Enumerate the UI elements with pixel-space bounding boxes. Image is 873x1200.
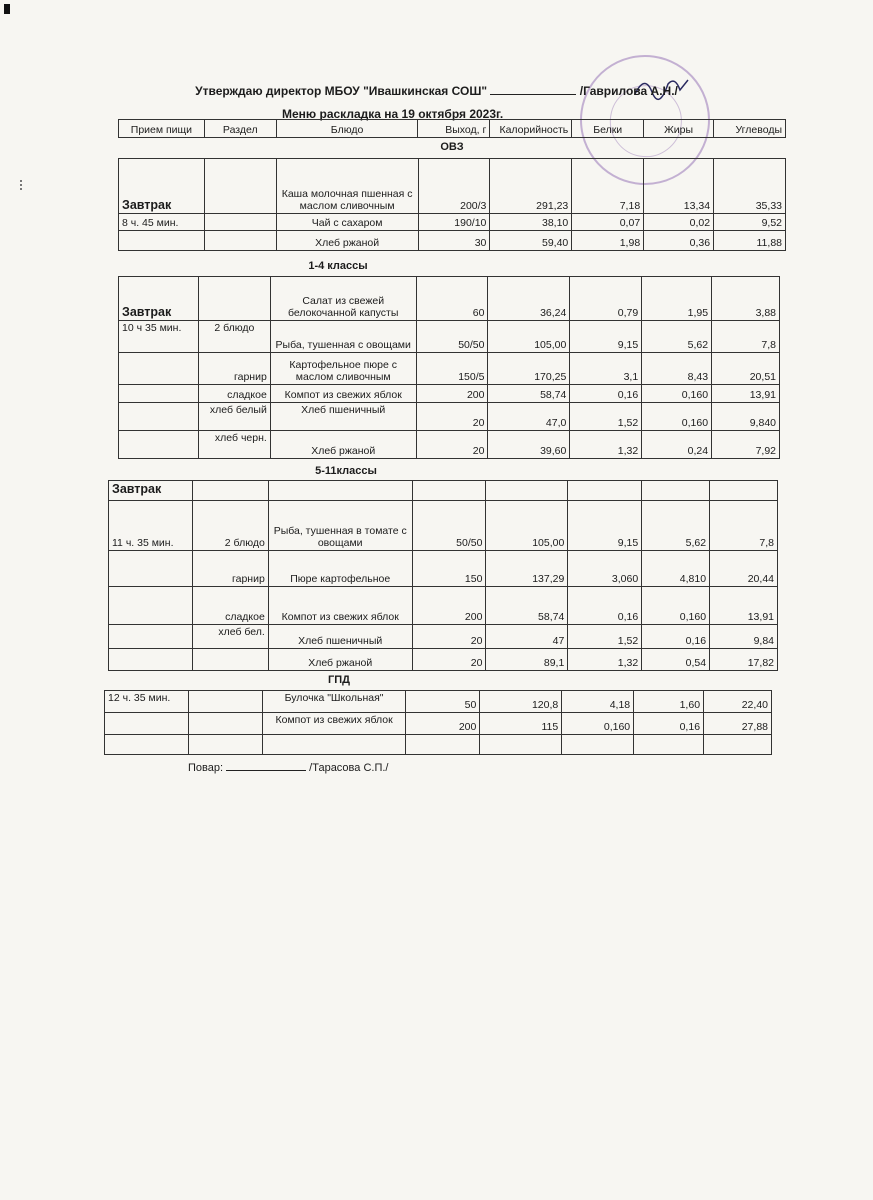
calories-cell: 105,00 [486, 501, 568, 551]
dish-cell: Салат из свежей белокочанной капусты [270, 277, 416, 321]
output-cell: 30 [418, 231, 490, 251]
table-row [109, 551, 778, 587]
dish-cell: Каша молочная пшенная с маслом сливочным [276, 159, 418, 214]
output-cell: 190/10 [418, 214, 490, 231]
meal-cell: Завтрак [119, 277, 199, 321]
carbs-cell: 7,8 [712, 321, 780, 353]
fat-cell: 0,36 [644, 231, 714, 251]
calories-cell: 36,24 [488, 277, 570, 321]
carbs-cell: 20,51 [712, 353, 780, 385]
section-cell: 2 блюдо [192, 501, 268, 551]
approval-line [0, 84, 873, 98]
col-fat: Жиры [644, 120, 714, 138]
table-row [105, 691, 772, 713]
col-meal: Прием пищи [119, 120, 205, 138]
carbs-cell: 22,40 [704, 691, 772, 713]
table-row [109, 587, 778, 625]
dish-cell: Пюре картофельное [268, 551, 412, 587]
carbs-cell: 13,91 [712, 385, 780, 403]
dish-cell: Компот из свежих яблок [262, 713, 406, 735]
table-row [105, 735, 772, 755]
carbs-cell: 13,91 [710, 587, 778, 625]
table-row [105, 713, 772, 735]
section-cell: хлеб белый [198, 403, 270, 431]
director-name: /Гаврилова А.Н./ [579, 84, 678, 98]
table-row [119, 431, 780, 459]
table-row [109, 649, 778, 671]
carbs-cell: 9,52 [714, 214, 786, 231]
fat-cell: 8,43 [642, 353, 712, 385]
carbs-cell: 7,8 [710, 501, 778, 551]
carbs-cell: 17,82 [710, 649, 778, 671]
protein-cell: 0,16 [568, 587, 642, 625]
protein-cell: 1,32 [568, 649, 642, 671]
calories-cell: 105,00 [488, 321, 570, 353]
dish-cell: Рыба, тушенная с овощами [270, 321, 416, 353]
protein-cell: 1,52 [570, 403, 642, 431]
output-cell: 200 [406, 713, 480, 735]
dish-cell: Компот из свежих яблок [268, 587, 412, 625]
grades-1-4-table [118, 276, 780, 459]
section-title-5-11: 5-11классы [315, 465, 377, 477]
section-cell: хлеб бел. [192, 625, 268, 649]
dish-cell: Булочка "Школьная" [262, 691, 406, 713]
table-row [109, 625, 778, 649]
dish-cell: Хлеб пшеничный [268, 625, 412, 649]
table-row [109, 481, 778, 501]
protein-cell: 9,15 [570, 321, 642, 353]
output-cell: 150/5 [416, 353, 488, 385]
time-cell: 12 ч. 35 мин. [105, 691, 189, 713]
signature-line [490, 84, 576, 95]
fat-cell: 1,95 [642, 277, 712, 321]
calories-cell: 58,74 [488, 385, 570, 403]
carbs-cell: 11,88 [714, 231, 786, 251]
carbs-cell: 3,88 [712, 277, 780, 321]
section-cell: 2 блюдо [198, 321, 270, 353]
output-cell: 20 [416, 403, 488, 431]
col-output: Выход, г [418, 120, 490, 138]
protein-cell: 0,79 [570, 277, 642, 321]
output-cell: 20 [416, 431, 488, 459]
table-row [119, 231, 786, 251]
gpd-table [104, 690, 772, 755]
carbs-cell: 9,84 [710, 625, 778, 649]
grades-5-11-table [108, 480, 778, 671]
table-row [119, 385, 780, 403]
table-row [119, 353, 780, 385]
time-cell: 8 ч. 45 мин. [119, 214, 205, 231]
carbs-cell: 7,92 [712, 431, 780, 459]
calories-cell: 47 [486, 625, 568, 649]
corner-mark [4, 4, 10, 14]
output-cell: 50 [406, 691, 480, 713]
dish-cell: Рыба, тушенная в томате с овощами [268, 501, 412, 551]
section-title-gpd: ГПД [328, 674, 350, 686]
calories-cell: 170,25 [488, 353, 570, 385]
section-cell [198, 277, 270, 321]
section-cell: хлеб черн. [198, 431, 270, 459]
output-cell: 150 [412, 551, 486, 587]
fat-cell: 0,54 [642, 649, 710, 671]
fat-cell: 0,160 [642, 385, 712, 403]
fat-cell: 0,160 [642, 403, 712, 431]
carbs-cell: 9,840 [712, 403, 780, 431]
calories-cell: 47,0 [488, 403, 570, 431]
ovz-table [118, 158, 786, 251]
table-row [119, 214, 786, 231]
calories-cell: 291,23 [490, 159, 572, 214]
cook-signature [226, 760, 306, 771]
fat-cell: 0,160 [642, 587, 710, 625]
output-cell: 200/3 [418, 159, 490, 214]
output-cell: 50/50 [416, 321, 488, 353]
fat-cell: 5,62 [642, 501, 710, 551]
menu-title: Меню раскладка на 19 октября 2023г. [282, 107, 504, 121]
dish-cell: Хлеб пшеничный [270, 403, 416, 431]
dish-cell: Компот из свежих яблок [270, 385, 416, 403]
output-cell: 200 [416, 385, 488, 403]
time-cell: 10 ч 35 мин. [119, 321, 199, 353]
scan-dots [20, 180, 24, 190]
protein-cell: 1,98 [572, 231, 644, 251]
cook-signature-line [188, 760, 388, 774]
protein-cell: 3,060 [568, 551, 642, 587]
dish-cell: Хлеб ржаной [268, 649, 412, 671]
calories-cell: 115 [480, 713, 562, 735]
protein-cell: 1,32 [570, 431, 642, 459]
protein-cell: 1,52 [568, 625, 642, 649]
calories-cell: 89,1 [486, 649, 568, 671]
calories-cell: 120,8 [480, 691, 562, 713]
output-cell: 20 [412, 625, 486, 649]
approve-text: Утверждаю директор МБОУ "Ивашкинская СОШ" [195, 84, 488, 98]
calories-cell: 137,29 [486, 551, 568, 587]
fat-cell: 4,810 [642, 551, 710, 587]
output-cell: 50/50 [412, 501, 486, 551]
meal-cell: Завтрак [119, 159, 205, 214]
fat-cell: 0,02 [644, 214, 714, 231]
dish-cell: Хлеб ржаной [270, 431, 416, 459]
time-cell: 11 ч. 35 мин. [109, 501, 193, 551]
output-cell: 60 [416, 277, 488, 321]
protein-cell: 4,18 [562, 691, 634, 713]
col-protein: Белки [572, 120, 644, 138]
table-row [119, 277, 780, 321]
protein-cell: 7,18 [572, 159, 644, 214]
fat-cell: 0,16 [634, 713, 704, 735]
col-carbs: Углеводы [714, 120, 786, 138]
section-title-1-4: 1-4 классы [308, 260, 368, 272]
output-cell: 20 [412, 649, 486, 671]
section-cell: сладкое [192, 587, 268, 625]
protein-cell: 3,1 [570, 353, 642, 385]
fat-cell: 5,62 [642, 321, 712, 353]
protein-cell: 0,160 [562, 713, 634, 735]
dish-cell: Чай с сахаром [276, 214, 418, 231]
col-section: Раздел [204, 120, 276, 138]
fat-cell: 0,24 [642, 431, 712, 459]
calories-cell: 58,74 [486, 587, 568, 625]
section-cell: сладкое [198, 385, 270, 403]
calories-cell: 59,40 [490, 231, 572, 251]
fat-cell: 0,16 [642, 625, 710, 649]
calories-cell: 38,10 [490, 214, 572, 231]
protein-cell: 9,15 [568, 501, 642, 551]
section-cell: гарнир [198, 353, 270, 385]
column-header-table [118, 119, 786, 138]
col-dish: Блюдо [276, 120, 418, 138]
carbs-cell: 35,33 [714, 159, 786, 214]
carbs-cell: 20,44 [710, 551, 778, 587]
table-row [119, 321, 780, 353]
calories-cell: 39,60 [488, 431, 570, 459]
col-calories: Калорийность [490, 120, 572, 138]
meal-cell: Завтрак [109, 481, 193, 501]
cook-name: /Тарасова С.П./ [309, 762, 389, 774]
dish-cell: Хлеб ржаной [276, 231, 418, 251]
carbs-cell: 27,88 [704, 713, 772, 735]
table-row [119, 403, 780, 431]
fat-cell: 1,60 [634, 691, 704, 713]
protein-cell: 0,16 [570, 385, 642, 403]
table-row [109, 501, 778, 551]
output-cell: 200 [412, 587, 486, 625]
cook-label: Повар: [188, 762, 224, 774]
section-title-ovz: ОВЗ [440, 141, 464, 153]
table-row [119, 159, 786, 214]
fat-cell: 13,34 [644, 159, 714, 214]
section-cell: гарнир [192, 551, 268, 587]
protein-cell: 0,07 [572, 214, 644, 231]
dish-cell: Картофельное пюре с маслом сливочным [270, 353, 416, 385]
